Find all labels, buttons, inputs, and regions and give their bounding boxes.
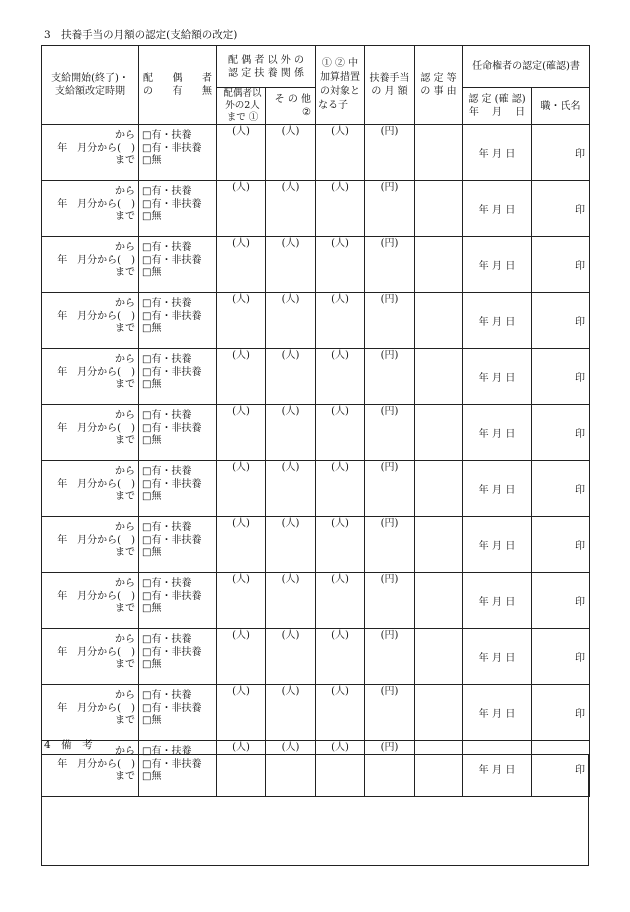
persons-unit: (人) (331, 238, 349, 249)
from-label: から (115, 522, 135, 533)
persons-unit: (人) (232, 182, 250, 193)
addition-children-cell[interactable] (316, 349, 365, 405)
from-label: から (115, 690, 135, 701)
persons-unit: (人) (232, 574, 250, 585)
year-label: 年 (478, 709, 489, 720)
dependents-other-cell[interactable] (266, 461, 316, 517)
monthly-amount-cell[interactable] (365, 125, 415, 181)
table-row (42, 461, 590, 517)
from-label: から (115, 130, 135, 141)
month-from-label: 年 月分から( ) (57, 310, 135, 322)
persons-unit: (人) (232, 294, 250, 305)
persons-unit: (人) (281, 518, 300, 529)
until-label: まで (115, 267, 135, 278)
period-cell[interactable] (42, 293, 139, 349)
dependents-up-to-two-cell[interactable] (217, 125, 266, 181)
officer-seal-cell[interactable] (532, 125, 590, 181)
persons-unit: (人) (281, 294, 300, 305)
persons-unit: (人) (331, 462, 349, 473)
checkbox-spouse-nondependent[interactable]: □有・非扶養 (142, 702, 202, 714)
dependents-other-cell[interactable] (266, 405, 316, 461)
from-label: から (115, 186, 135, 197)
reason-cell[interactable] (415, 181, 463, 237)
persons-unit: (人) (281, 630, 300, 641)
checkbox-spouse-dependent[interactable]: □有・扶養 (142, 354, 192, 365)
seal-label: 印 (575, 205, 585, 216)
officer-seal-cell[interactable] (532, 517, 590, 573)
from-label: から (115, 354, 135, 365)
until-label: まで (115, 659, 135, 670)
day-label: 日 (505, 373, 516, 384)
spouse-options-cell (139, 629, 217, 685)
month-from-label: 年 月分から( ) (57, 198, 135, 210)
until-label: まで (115, 323, 135, 334)
persons-unit: (人) (281, 182, 300, 193)
section-4-title: 4 備 考 (44, 739, 93, 751)
officer-seal-cell[interactable] (532, 461, 590, 517)
confirm-date-cell[interactable] (463, 405, 532, 461)
confirm-date-header: 認 定 (確 認) 年 月 日 (463, 88, 532, 125)
checkbox-no-spouse[interactable]: □無 (142, 435, 162, 446)
month-from-label: 年 月分から( ) (57, 478, 135, 490)
persons-unit: (人) (232, 462, 250, 473)
spouse-options-cell (139, 685, 217, 741)
persons-unit: (人) (232, 630, 250, 641)
month-label: 月 (491, 541, 502, 552)
confirm-date-cell[interactable] (463, 685, 532, 741)
checkbox-spouse-dependent[interactable]: □有・扶養 (142, 522, 192, 533)
day-label: 日 (505, 429, 516, 440)
confirm-date-cell[interactable] (463, 293, 532, 349)
persons-unit: (人) (281, 686, 300, 697)
day-label: 日 (505, 485, 516, 496)
dependents-sub2-header: そ の 他 ② (266, 88, 316, 125)
period-header: 支給開始(終了)・ 支給額改定時期 (42, 46, 139, 125)
until-label: まで (115, 211, 135, 222)
year-label: 年 (478, 541, 489, 552)
yen-unit: (円) (380, 686, 399, 697)
dependents-other-cell[interactable] (266, 181, 316, 237)
period-cell[interactable] (42, 461, 139, 517)
checkbox-no-spouse[interactable]: □無 (142, 323, 162, 334)
monthly-amount-cell[interactable] (365, 517, 415, 573)
monthly-amount-cell[interactable] (365, 405, 415, 461)
checkbox-no-spouse[interactable]: □無 (142, 771, 162, 782)
persons-unit: (人) (281, 350, 300, 361)
persons-unit: (人) (281, 406, 300, 417)
addition-children-cell[interactable] (316, 237, 365, 293)
month-label: 月 (491, 373, 502, 384)
month-label: 月 (491, 317, 502, 328)
day-label: 日 (505, 149, 516, 160)
checkbox-spouse-dependent[interactable]: □有・扶養 (142, 690, 192, 701)
seal-label: 印 (575, 709, 585, 720)
month-label: 月 (491, 765, 502, 776)
persons-unit: (人) (331, 406, 349, 417)
checkbox-spouse-nondependent[interactable]: □有・非扶養 (142, 198, 202, 210)
monthly-amount-cell[interactable] (365, 181, 415, 237)
day-label: 日 (505, 765, 516, 776)
persons-unit: (人) (281, 462, 300, 473)
spouse-options-cell (139, 349, 217, 405)
reason-cell[interactable] (415, 237, 463, 293)
monthly-amount-cell[interactable] (365, 461, 415, 517)
monthly-amount-cell[interactable] (365, 573, 415, 629)
table-row (42, 573, 590, 629)
addition-children-cell[interactable] (316, 293, 365, 349)
from-label: から (115, 466, 135, 477)
dependent-allowance-table (41, 45, 590, 797)
confirm-date-cell[interactable] (463, 181, 532, 237)
from-label: から (115, 242, 135, 253)
addition-children-cell[interactable] (316, 573, 365, 629)
day-label: 日 (505, 317, 516, 328)
day-label: 日 (505, 261, 516, 272)
reason-cell[interactable] (415, 125, 463, 181)
month-from-label: 年 月分から( ) (57, 590, 135, 602)
checkbox-spouse-dependent[interactable]: □有・扶養 (142, 242, 192, 253)
seal-label: 印 (575, 429, 585, 440)
authority-header: 任命権者の認定(確認)書 (463, 46, 590, 88)
until-label: まで (115, 155, 135, 166)
seal-label: 印 (575, 485, 585, 496)
persons-unit: (人) (232, 518, 250, 529)
yen-unit: (円) (380, 742, 399, 753)
reason-header: 認 定 等 の 事 由 (415, 46, 463, 125)
officer-seal-cell[interactable] (532, 181, 590, 237)
dependents-other-cell[interactable] (266, 293, 316, 349)
confirm-date-cell[interactable] (463, 125, 532, 181)
officer-seal-cell[interactable] (532, 293, 590, 349)
month-label: 月 (491, 149, 502, 160)
confirm-date-cell[interactable] (463, 237, 532, 293)
spouse-options-cell (139, 517, 217, 573)
seal-label: 印 (575, 317, 585, 328)
checkbox-no-spouse[interactable]: □無 (142, 491, 162, 502)
checkbox-no-spouse[interactable]: □無 (142, 155, 162, 166)
month-from-label: 年 月分から( ) (57, 422, 135, 434)
month-label: 月 (491, 597, 502, 608)
checkbox-spouse-nondependent[interactable]: □有・非扶養 (142, 310, 202, 322)
persons-unit: (人) (331, 294, 349, 305)
addition-children-cell[interactable] (316, 405, 365, 461)
dependents-up-to-two-cell[interactable] (217, 517, 266, 573)
from-label: から (115, 746, 135, 757)
until-label: まで (115, 771, 135, 782)
addition-children-cell[interactable] (316, 629, 365, 685)
dependents-other-cell[interactable] (266, 517, 316, 573)
month-label: 月 (491, 261, 502, 272)
checkbox-spouse-nondependent[interactable]: □有・非扶養 (142, 254, 202, 266)
until-label: まで (115, 715, 135, 726)
table-row (42, 629, 590, 685)
table-row (42, 405, 590, 461)
period-cell[interactable] (42, 517, 139, 573)
addition-header: ① ② 中 加算措置 の対象と なる子 (316, 46, 365, 125)
dependents-other-cell[interactable] (266, 237, 316, 293)
reason-cell[interactable] (415, 461, 463, 517)
officer-seal-cell[interactable] (532, 349, 590, 405)
dependents-other-cell[interactable] (266, 573, 316, 629)
remarks-box[interactable] (41, 754, 589, 866)
from-label: から (115, 578, 135, 589)
day-label: 日 (505, 205, 516, 216)
checkbox-no-spouse[interactable]: □無 (142, 715, 162, 726)
addition-children-cell[interactable] (316, 685, 365, 741)
from-label: から (115, 410, 135, 421)
confirm-date-cell[interactable] (463, 517, 532, 573)
reason-cell[interactable] (415, 517, 463, 573)
month-label: 月 (491, 429, 502, 440)
persons-unit: (人) (331, 574, 349, 585)
month-label: 月 (491, 709, 502, 720)
monthly-amount-cell[interactable] (365, 629, 415, 685)
month-from-label: 年 月分から( ) (57, 646, 135, 658)
persons-unit: (人) (281, 574, 300, 585)
yen-unit: (円) (380, 238, 399, 249)
addition-children-cell[interactable] (316, 125, 365, 181)
yen-unit: (円) (380, 182, 399, 193)
persons-unit: (人) (232, 350, 250, 361)
year-label: 年 (478, 597, 489, 608)
dependents-up-to-two-cell[interactable] (217, 573, 266, 629)
seal-label: 印 (575, 373, 585, 384)
persons-unit: (人) (232, 406, 250, 417)
officer-seal-cell[interactable] (532, 405, 590, 461)
persons-unit: (人) (281, 238, 300, 249)
period-cell[interactable] (42, 405, 139, 461)
checkbox-spouse-nondependent[interactable]: □有・非扶養 (142, 534, 202, 546)
year-label: 年 (478, 261, 489, 272)
persons-unit: (人) (232, 686, 250, 697)
addition-children-cell[interactable] (316, 517, 365, 573)
day-label: 日 (505, 597, 516, 608)
confirm-date-cell[interactable] (463, 573, 532, 629)
dependents-up-to-two-cell[interactable] (217, 181, 266, 237)
dependents-other-cell[interactable] (266, 125, 316, 181)
month-from-label: 年 月分から( ) (57, 254, 135, 266)
seal-label: 印 (575, 765, 585, 776)
checkbox-spouse-nondependent[interactable]: □有・非扶養 (142, 646, 202, 658)
table-row (42, 685, 590, 741)
dependents-up-to-two-cell[interactable] (217, 237, 266, 293)
year-label: 年 (478, 149, 489, 160)
reason-cell[interactable] (415, 405, 463, 461)
dependents-up-to-two-cell[interactable] (217, 461, 266, 517)
officer-seal-cell[interactable] (532, 237, 590, 293)
yen-unit: (円) (380, 462, 399, 473)
checkbox-spouse-nondependent[interactable]: □有・非扶養 (142, 758, 202, 770)
dependents-other-cell[interactable] (266, 349, 316, 405)
dependents-other-cell[interactable] (266, 685, 316, 741)
yen-unit: (円) (380, 350, 399, 361)
checkbox-spouse-nondependent[interactable]: □有・非扶養 (142, 366, 202, 378)
checkbox-spouse-nondependent[interactable]: □有・非扶養 (142, 478, 202, 490)
persons-unit: (人) (331, 630, 349, 641)
checkbox-spouse-dependent[interactable]: □有・扶養 (142, 746, 192, 757)
dependents-up-to-two-cell[interactable] (217, 629, 266, 685)
persons-unit: (人) (331, 182, 349, 193)
period-cell[interactable] (42, 237, 139, 293)
until-label: まで (115, 491, 135, 502)
confirm-date-cell[interactable] (463, 349, 532, 405)
spouse-options-cell (139, 461, 217, 517)
spouse-options-cell (139, 237, 217, 293)
dependents-up-to-two-cell[interactable] (217, 349, 266, 405)
seal-label: 印 (575, 597, 585, 608)
persons-unit: (人) (232, 742, 250, 753)
checkbox-spouse-nondependent[interactable]: □有・非扶養 (142, 142, 202, 154)
until-label: まで (115, 435, 135, 446)
dependents-other-cell[interactable] (266, 629, 316, 685)
year-label: 年 (478, 653, 489, 664)
reason-cell[interactable] (415, 685, 463, 741)
monthly-amount-cell[interactable] (365, 237, 415, 293)
until-label: まで (115, 379, 135, 390)
month-label: 月 (491, 205, 502, 216)
yen-unit: (円) (380, 294, 399, 305)
year-label: 年 (478, 205, 489, 216)
monthly-amount-cell[interactable] (365, 685, 415, 741)
year-label: 年 (478, 429, 489, 440)
day-label: 日 (505, 709, 516, 720)
yen-unit: (円) (380, 630, 399, 641)
spouse-header: 配 偶 者 の 有 無 (139, 46, 217, 125)
table-row (42, 237, 590, 293)
checkbox-no-spouse[interactable]: □無 (142, 267, 162, 278)
persons-unit: (人) (331, 350, 349, 361)
yen-unit: (円) (380, 574, 399, 585)
spouse-options-cell (139, 293, 217, 349)
monthly-amount-cell[interactable] (365, 349, 415, 405)
checkbox-no-spouse[interactable]: □無 (142, 547, 162, 558)
seal-label: 印 (575, 261, 585, 272)
persons-unit: (人) (232, 238, 250, 249)
table-row (42, 181, 590, 237)
dependents-header: 配 偶 者 以 外 の 認 定 扶 養 関 係 (217, 46, 316, 88)
period-cell[interactable] (42, 685, 139, 741)
day-label: 日 (505, 541, 516, 552)
until-label: まで (115, 547, 135, 558)
seal-label: 印 (575, 653, 585, 664)
from-label: から (115, 298, 135, 309)
yen-unit: (円) (380, 406, 399, 417)
officer-header: 職・氏名 (532, 88, 590, 125)
checkbox-spouse-dependent[interactable]: □有・扶養 (142, 410, 192, 421)
spouse-options-cell (139, 573, 217, 629)
reason-cell[interactable] (415, 349, 463, 405)
checkbox-spouse-dependent[interactable]: □有・扶養 (142, 578, 192, 589)
monthly-amount-cell[interactable] (365, 293, 415, 349)
reason-cell[interactable] (415, 629, 463, 685)
amount-header: 扶養手当 の 月 額 (365, 46, 415, 125)
checkbox-spouse-dependent[interactable]: □有・扶養 (142, 634, 192, 645)
month-from-label: 年 月分から( ) (57, 142, 135, 154)
table-row (42, 293, 590, 349)
yen-unit: (円) (380, 126, 399, 137)
checkbox-spouse-dependent[interactable]: □有・扶養 (142, 130, 192, 141)
checkbox-no-spouse[interactable]: □無 (142, 379, 162, 390)
reason-cell[interactable] (415, 573, 463, 629)
period-cell[interactable] (42, 349, 139, 405)
persons-unit: (人) (331, 126, 349, 137)
dependents-up-to-two-cell[interactable] (217, 405, 266, 461)
checkbox-spouse-nondependent[interactable]: □有・非扶養 (142, 590, 202, 602)
persons-unit: (人) (331, 686, 349, 697)
period-cell[interactable] (42, 573, 139, 629)
dependents-up-to-two-cell[interactable] (217, 685, 266, 741)
period-cell[interactable] (42, 181, 139, 237)
confirm-date-cell[interactable] (463, 461, 532, 517)
confirm-date-cell[interactable] (463, 629, 532, 685)
month-label: 月 (491, 653, 502, 664)
persons-unit: (人) (281, 126, 300, 137)
from-label: から (115, 634, 135, 645)
section-3-title: 3 扶養手当の月額の認定(支給額の改定) (44, 29, 238, 41)
addition-children-cell[interactable] (316, 461, 365, 517)
checkbox-spouse-nondependent[interactable]: □有・非扶養 (142, 422, 202, 434)
until-label: まで (115, 603, 135, 614)
checkbox-spouse-dependent[interactable]: □有・扶養 (142, 298, 192, 309)
period-cell[interactable] (42, 125, 139, 181)
year-label: 年 (478, 485, 489, 496)
checkbox-no-spouse[interactable]: □無 (142, 603, 162, 614)
seal-label: 印 (575, 149, 585, 160)
checkbox-no-spouse[interactable]: □無 (142, 211, 162, 222)
month-from-label: 年 月分から( ) (57, 366, 135, 378)
checkbox-spouse-dependent[interactable]: □有・扶養 (142, 186, 192, 197)
persons-unit: (人) (232, 126, 250, 137)
officer-seal-cell[interactable] (532, 573, 590, 629)
period-cell[interactable] (42, 629, 139, 685)
yen-unit: (円) (380, 518, 399, 529)
checkbox-no-spouse[interactable]: □無 (142, 659, 162, 670)
officer-seal-cell[interactable] (532, 629, 590, 685)
table-row (42, 125, 590, 181)
checkbox-spouse-dependent[interactable]: □有・扶養 (142, 466, 192, 477)
month-from-label: 年 月分から( ) (57, 534, 135, 546)
dependents-up-to-two-cell[interactable] (217, 293, 266, 349)
persons-unit: (人) (331, 518, 349, 529)
month-from-label: 年 月分から( ) (57, 702, 135, 714)
month-from-label: 年 月分から( ) (57, 758, 135, 770)
day-label: 日 (505, 653, 516, 664)
reason-cell[interactable] (415, 293, 463, 349)
seal-label: 印 (575, 541, 585, 552)
spouse-options-cell (139, 181, 217, 237)
officer-seal-cell[interactable] (532, 685, 590, 741)
year-label: 年 (478, 373, 489, 384)
persons-unit: (人) (281, 742, 300, 753)
year-label: 年 (478, 765, 489, 776)
month-label: 月 (491, 485, 502, 496)
table-row (42, 349, 590, 405)
spouse-options-cell (139, 405, 217, 461)
table-row (42, 517, 590, 573)
persons-unit: (人) (331, 742, 349, 753)
addition-children-cell[interactable] (316, 181, 365, 237)
spouse-options-cell (139, 125, 217, 181)
dependents-sub1-header: 配偶者以 外の2人 まで ① (217, 88, 266, 125)
year-label: 年 (478, 317, 489, 328)
